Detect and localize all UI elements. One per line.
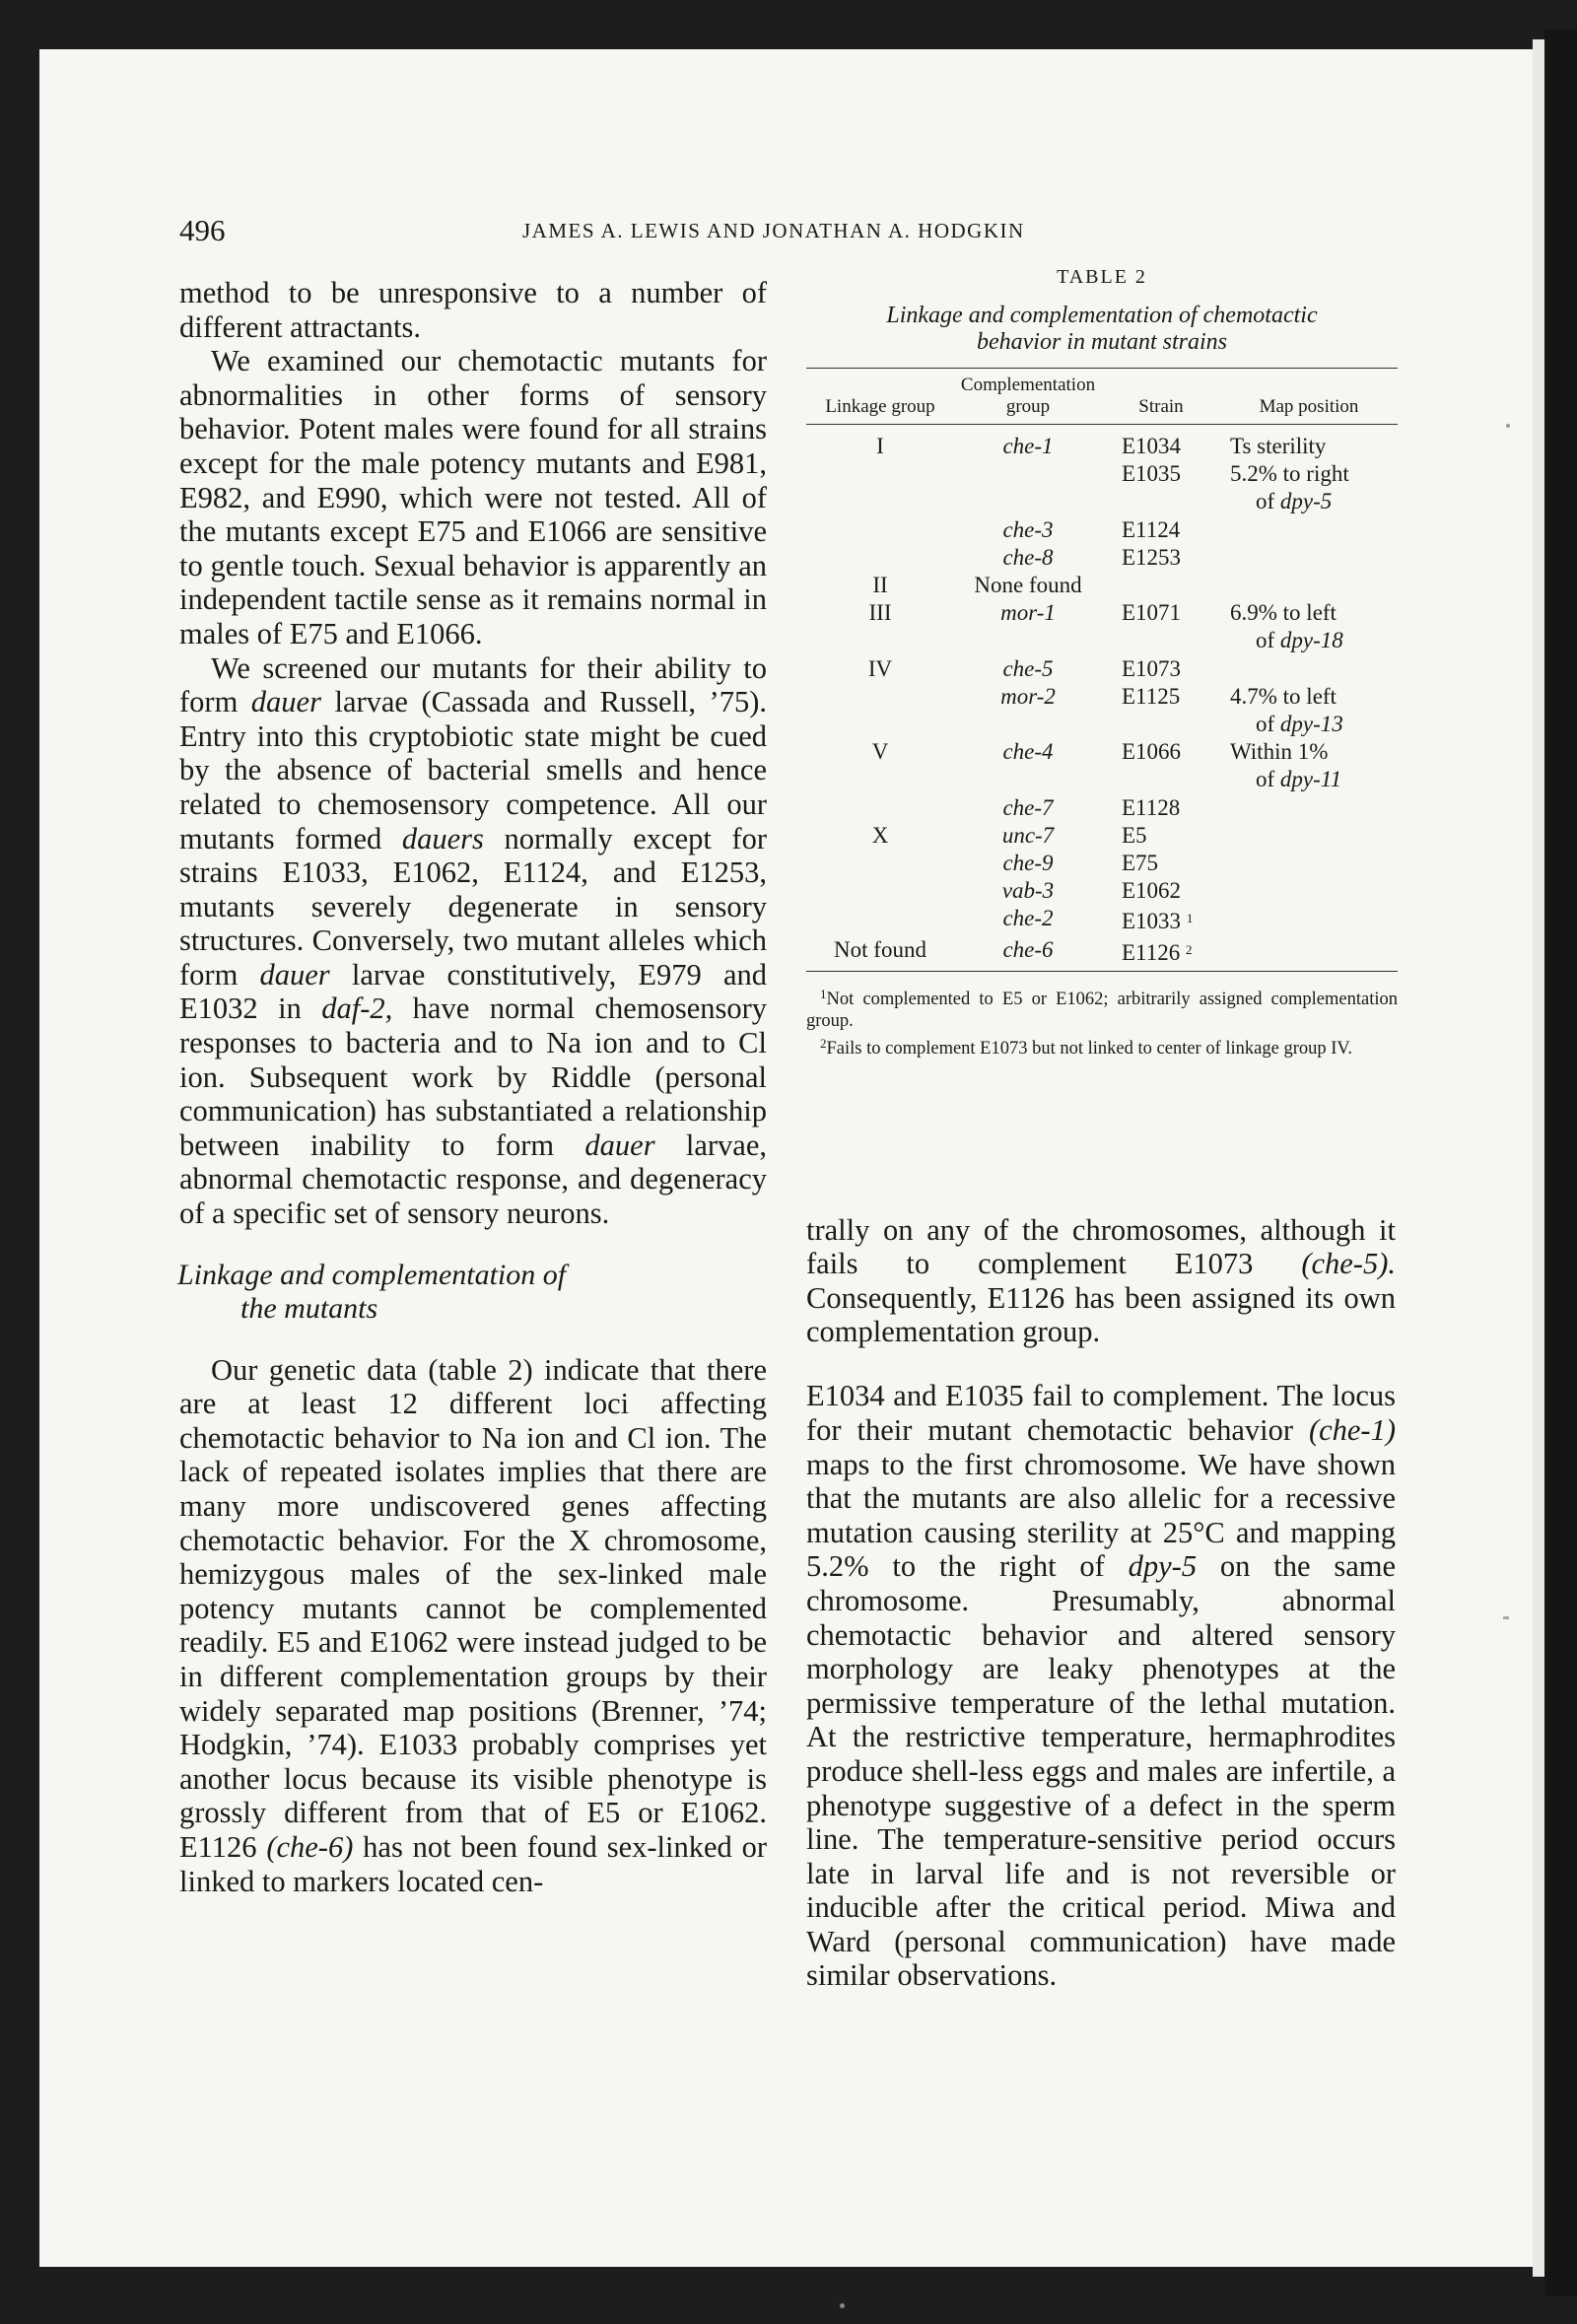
header-map: Map position bbox=[1259, 396, 1359, 417]
strain-cell: E1071 bbox=[1122, 600, 1182, 626]
linkage-group-cell: X bbox=[871, 822, 889, 848]
table-row bbox=[806, 936, 1398, 972]
complementation-group-cell: mor-1 bbox=[1000, 600, 1056, 626]
running-head-authors: JAMES A. LEWIS AND JONATHAN A. HODGKIN bbox=[522, 219, 1025, 242]
linkage-group-cell: I bbox=[876, 434, 884, 458]
map-position-cell bbox=[1220, 572, 1398, 599]
table-row bbox=[806, 655, 1398, 683]
table-caption: Linkage and complementation of chemotactic behavior in mutant strains bbox=[886, 303, 1318, 355]
table-row bbox=[806, 544, 1398, 572]
complementation-group-cell: che-6 bbox=[1002, 936, 1054, 962]
map-position-cell bbox=[1220, 877, 1398, 905]
scan-speck bbox=[840, 2303, 845, 2308]
section-heading: Linkage and complementation of the mutants bbox=[177, 1258, 567, 1325]
complementation-group-cell: che-8 bbox=[1002, 544, 1054, 570]
map-position-cell bbox=[1220, 544, 1398, 572]
strain-cell: E1126 $^2$ bbox=[1122, 939, 1193, 965]
linkage-group-cell bbox=[806, 877, 954, 905]
map-position-cell bbox=[1220, 822, 1398, 850]
table-row bbox=[806, 905, 1398, 935]
linkage-group-cell: V bbox=[871, 739, 889, 765]
map-position-cell bbox=[1220, 850, 1398, 877]
complementation-group-cell: che-4 bbox=[1002, 739, 1054, 765]
strain-cell: E1034 bbox=[1122, 434, 1182, 458]
table-footnotes bbox=[806, 984, 1398, 1060]
map-position-cell: 5.2% to right of dpy-5 bbox=[1230, 461, 1349, 514]
header-strain: Strain bbox=[1138, 396, 1184, 417]
table-row bbox=[806, 460, 1398, 515]
page-edge bbox=[1533, 39, 1544, 2277]
linkage-group-cell bbox=[806, 683, 954, 738]
paragraph: E1034 and E1035 fail to complement. The locus for their mutant chemotactic behavior (che-1) maps to the first chromosome. We have shown that the mutants are also allelic for a recessive mutation causing sterility at 25°C and mapping 5.2% to the right of dpy-5 on the same chromosome. Presumably, abnormal chemotactic behavior and altered sensory morphology are leaky phenotypes at the permissive temperature of the lethal mutation. At the restrictive temperature, hermaphrodites produce shell-less eggs and males are infertile, a phenotype suggestive of a defect in the sperm line. The temperature-sensitive period occurs late in larval life and is not reversible or inducible after the critical period. Miwa and Ward (personal communication) have made similar observations. bbox=[806, 1379, 1396, 1993]
map-position-cell: 4.7% to left of dpy-13 bbox=[1230, 683, 1343, 737]
table-row bbox=[806, 572, 1398, 599]
complementation-group-cell: vab-3 bbox=[1001, 878, 1055, 904]
map-position-cell bbox=[1220, 794, 1398, 822]
footnote: $^2$Fails to complement E1073 but not linked to center of linkage group IV. bbox=[820, 1035, 1352, 1059]
complementation-group-cell: unc-7 bbox=[1001, 822, 1055, 848]
linkage-table bbox=[806, 368, 1398, 972]
linkage-group-cell bbox=[806, 516, 954, 544]
paragraph: Our genetic data (table 2) indicate that there are at least 12 different loci affecting chemotactic behavior to Na ion and Cl ion. The lack of repeated isolates implies that there are many more undiscovered genes affecting chemotactic behavior. For the X chromosome, hemizygous males of the sex-linked male potency mutants cannot be complemented readily. E5 and E1062 were instead judged to be in different complementation groups by their widely separated map positions (Brenner, ’74; Hodgkin, ’74). E1033 probably comprises yet another locus because its visible phenotype is grossly different from that of E5 or E1062. E1126 (che-6) has not been found sex-linked or linked to markers located cen- bbox=[179, 1352, 767, 1898]
map-position-cell bbox=[1220, 905, 1398, 935]
strain-cell: E1253 bbox=[1122, 544, 1182, 570]
paragraph: trally on any of the chromosomes, although it fails to complement E1073 (che-5). Consequently, E1126 has been assigned its own complementation group. bbox=[806, 1212, 1396, 1349]
table-label: TABLE 2 bbox=[1057, 266, 1147, 288]
table-row bbox=[806, 683, 1398, 738]
table-row bbox=[806, 822, 1398, 850]
strain-cell: E75 bbox=[1122, 851, 1159, 876]
map-position-cell bbox=[1220, 936, 1398, 972]
paragraph: method to be unresponsive to a number of different attractants. bbox=[179, 276, 767, 344]
strain-cell: E1073 bbox=[1122, 655, 1182, 681]
map-position-cell: Ts sterility bbox=[1230, 434, 1327, 458]
strain-cell: E1062 bbox=[1122, 878, 1182, 904]
header-linkage: Linkage group bbox=[825, 396, 935, 417]
right-column bbox=[806, 1183, 1396, 2023]
linkage-group-cell bbox=[806, 460, 954, 515]
linkage-group-cell: Not found bbox=[834, 936, 926, 962]
map-position-cell bbox=[1220, 516, 1398, 544]
strain-cell bbox=[1102, 572, 1220, 599]
linkage-group-cell: II bbox=[872, 573, 888, 598]
table-row bbox=[806, 425, 1398, 461]
map-position-cell: 6.9% to left of dpy-18 bbox=[1230, 600, 1343, 653]
table-row bbox=[806, 850, 1398, 877]
header-complementation: Complementation group bbox=[960, 375, 1096, 417]
complementation-group-cell: che-7 bbox=[1002, 794, 1054, 820]
table-row bbox=[806, 738, 1398, 793]
scan-speck bbox=[1506, 424, 1510, 428]
scan-background bbox=[1544, 30, 1577, 2296]
table-row bbox=[806, 794, 1398, 822]
complementation-group-cell: che-3 bbox=[1002, 516, 1054, 542]
paragraph: We screened our mutants for their ability to form dauer larvae (Cassada and Russell, ’75). Entry into this cryptobiotic state might be cued by the absence of bacterial smells and hence related to chemosensory competence. All our mutants formed dauers normally except for strains E1033, E1062, E1124, and E1253, mutants severely degenerate in sensory structures. Conversely, two mutant alleles which form dauer larvae constitutively, E979 and E1032 in daf-2, have normal chemosensory responses to bacteria and to Na ion and to Cl ion. Subsequent work by Riddle (personal communication) has substantiated a relationship between inability to form dauer larvae, abnormal chemotactic response, and degeneracy of a specific set of sensory neurons. bbox=[179, 650, 768, 1231]
linkage-group-cell bbox=[806, 794, 954, 822]
complementation-group-cell: che-5 bbox=[1002, 655, 1054, 681]
running-head bbox=[0, 213, 1577, 252]
strain-cell: E1035 bbox=[1122, 461, 1182, 487]
complementation-group-cell bbox=[954, 460, 1102, 515]
complementation-group-cell: che-9 bbox=[1002, 851, 1054, 876]
complementation-group-cell: che-1 bbox=[1002, 434, 1054, 458]
table-row bbox=[806, 599, 1398, 654]
linkage-group-cell bbox=[806, 905, 954, 935]
strain-cell: E1128 bbox=[1122, 794, 1181, 820]
linkage-group-cell bbox=[806, 544, 954, 572]
left-column bbox=[179, 276, 767, 1898]
scan-speck bbox=[1503, 1616, 1509, 1619]
linkage-group-cell: III bbox=[868, 600, 892, 626]
page-number: 496 bbox=[179, 213, 226, 247]
paragraph: We examined our chemotactic mutants for abnormalities in other forms of sensory behavior. Potent males were found for all strains except for the male potency mutants and E981, E982, and E990, which were not tested. All of the mutants except E75 and E1066 are sensitive to gentle touch. Sexual behavior is apparently an independent tactile sense as it remains normal in males of E75 and E1066. bbox=[179, 344, 767, 650]
strain-cell: E1125 bbox=[1122, 683, 1181, 709]
strain-cell: E1124 bbox=[1122, 516, 1181, 542]
map-position-cell bbox=[1220, 655, 1398, 683]
linkage-group-cell bbox=[806, 850, 954, 877]
strain-cell: E1033 $^1$ bbox=[1122, 909, 1194, 934]
complementation-group-cell: None found bbox=[974, 573, 1082, 598]
strain-cell: E5 bbox=[1122, 822, 1147, 848]
table-2 bbox=[806, 266, 1398, 1059]
map-position-cell: Within 1% of dpy-11 bbox=[1230, 739, 1342, 792]
complementation-group-cell: mor-2 bbox=[1000, 683, 1056, 709]
table-row bbox=[806, 516, 1398, 544]
linkage-group-cell: IV bbox=[867, 655, 893, 681]
strain-cell: E1066 bbox=[1122, 739, 1182, 765]
footnote: $^1$Not complemented to E5 or E1062; arbitrarily assigned complementation group. bbox=[806, 986, 1398, 1032]
complementation-group-cell: che-2 bbox=[1002, 906, 1054, 931]
table-row bbox=[806, 877, 1398, 905]
